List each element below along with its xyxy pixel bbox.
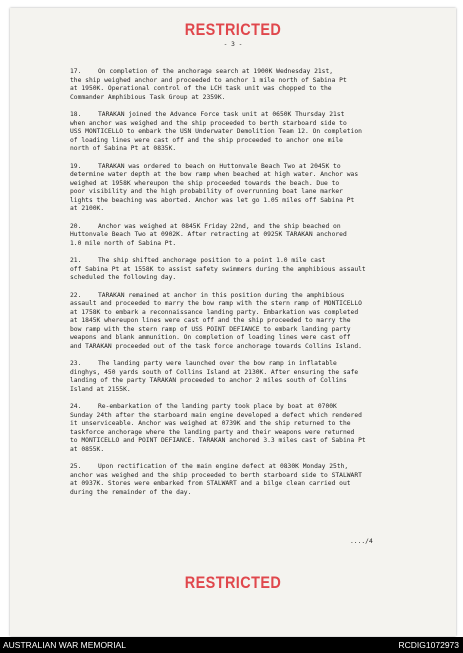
paragraph-line [70,111,430,120]
paragraph [70,163,430,214]
paragraph-text: Re-embarkation of the landing party took place by boat at 0700K [98,403,337,410]
paragraph-line: taskforce anchorage where the landing party and their weapons were returned [70,428,355,436]
paragraph-line [70,463,430,472]
paragraph [70,403,430,454]
paragraph-text: On completion of the anchorage search at 1900K Wednesday 21st, [98,68,334,75]
paragraph-line: to MONTICELLO and POINT DEFIANCE. TARAKAN anchored 3.3 miles cast of Sabina Pt [70,437,366,444]
archive-footer [0,637,463,653]
restricted-stamp-top: RESTRICTED [184,20,282,39]
paragraph-line: dinghys, 450 yards south of Collins Island at 2130K. After ensuring the safe [70,368,359,376]
page-number: - 3 - [223,41,243,48]
paragraph-number: 24. [70,403,82,410]
paragraph-line: determine water depth at the bow ramp when beached at high water. Anchor was [70,171,359,178]
paragraph-number: 19. [70,162,82,170]
paragraph-line: of loading lines were cast off and the ship proceeded to anchor one mile [70,136,343,144]
paragraph [70,68,430,102]
paragraph [70,223,430,249]
paragraph-line [70,68,430,77]
paragraph [70,257,430,283]
paragraph-line: scheduled the following day. [70,274,177,281]
paragraph-line: at 1950K. Operational control of the LCH task unit was chopped to the [70,85,332,92]
paragraph-number: 23. [70,360,82,367]
paragraph-line: 1.0 mile north of Sabina Pt. [70,239,177,247]
paragraph-line: off Sabina Pt at 1558K to assist safety swimmers during the amphibious assault [70,265,366,273]
paragraph [70,111,430,154]
paragraph-line: during the remainder of the day. [70,488,192,496]
paragraph-line: when anchor was weighed and the ship proceeded to berth starboard side to [70,119,347,127]
archive-name: AUSTRALIAN WAR MEMORIAL [3,640,126,650]
paragraph-line [70,360,430,369]
paragraph-line: poor visibility and the high probability of overrunning boat lane marker [70,188,343,195]
paragraph-line: the ship weighed anchor and proceeded to anchor 1 mile north of Sabina Pt [70,76,347,84]
paragraph-line: Sunday 24th after the starboard main engine developed a defect which rendered [70,411,362,419]
paragraph-number: 21. [70,257,82,264]
paragraph-text: Upon rectification of the main engine defect at 0830K Monday 25th, [98,463,349,470]
paragraph-line: Huttonvale Beach Two at 0902K. After retracting at 0925K TARAKAN anchored [70,231,347,238]
paragraph-line: and TARAKAN proceeded out of the task force anchorage towards Collins Island. [70,342,362,350]
paragraph-line [70,257,430,266]
paragraph-line: at 0855K. [70,445,105,453]
paragraph-line: at 1758K to embark a reconnaissance landing party. Embarkation was completed [70,308,359,316]
paragraph-text: Anchor was weighed at 0845K Friday 22nd, and the ship beached on [98,222,341,230]
paragraph-text: TARAKAN was ordered to beach on Huttonvale Beach Two at 2045K to [98,162,341,170]
archive-reference: RCDIG1072973 [398,640,459,650]
paragraph-number: 20. [70,222,82,230]
paragraph-line: it unserviceable. Anchor was weighed at 0739K and the ship returned to the [70,420,351,427]
paragraph-line [70,163,430,172]
paragraph-text: The landing party were launched over the bow ramp in inflatable [98,360,337,367]
paragraph-number: 22. [70,291,82,299]
paragraph-line [70,403,430,412]
continuation-marker: ..../4 [350,538,373,545]
paragraph-line: lights the beaching was aborted. Anchor was let go 1.05 miles off Sabina Pt [70,196,355,204]
paragraph-text: The ship shifted anchorage position to a point 1.0 mile cast [98,257,326,264]
paragraph-line [70,223,430,232]
paragraph-line: anchor was weighed and the ship proceeded to berth starboard side to STALWART [70,471,362,479]
paragraph-number: 17. [70,68,82,75]
paragraph-line: weapons and blank ammunition. On completion of loading lines were cast off [70,334,351,341]
paragraph [70,360,430,394]
paragraph-line: at 2100K. [70,205,105,212]
document-body [70,68,430,506]
paragraph-line: Island at 2155K. [70,385,131,393]
paragraph-line: at 0937K. Stores were embarked from STALWART and a bilge clean carried out [70,480,351,487]
paragraph-line [70,292,430,301]
paragraph-line: at 1845K whereupon lines were cast off and the ship proceeded to marry the [70,317,351,324]
paragraph-line: Commander Amphibious Task Group at 2359K. [70,93,226,101]
restricted-stamp-bottom: RESTRICTED [184,573,282,592]
paragraph-text: TARAKAN joined the Advance Force task unit at 0650K Thursday 21st [98,111,345,118]
paragraph-number: 18. [70,111,82,118]
paragraph-number: 25. [70,463,82,470]
paragraph-line: landing of the party TARAKAN proceeded to anchor 2 miles south of Collins [70,377,347,384]
paragraph [70,463,430,497]
paragraph-line: north of Sabina Pt at 0835K. [70,145,177,152]
paragraph-line: weighed at 1958K whereupon the ship proceeded towards the beach. Due to [70,179,340,187]
paragraph-text: TARAKAN remained at anchor in this position during the amphibious [98,291,345,299]
paragraph-line: assault and proceeded to marry the bow ramp with the stern ramp of MONTICELLO [70,300,362,307]
paragraph-line: bow ramp with the stern ramp of USS POINT DEFIANCE to embark landing party [70,325,351,333]
paragraph-line: USS MONTICELLO to embark the USN Underwater Demolition Team 12. On completion [70,128,362,135]
document-page [10,8,456,636]
paragraph [70,292,430,352]
